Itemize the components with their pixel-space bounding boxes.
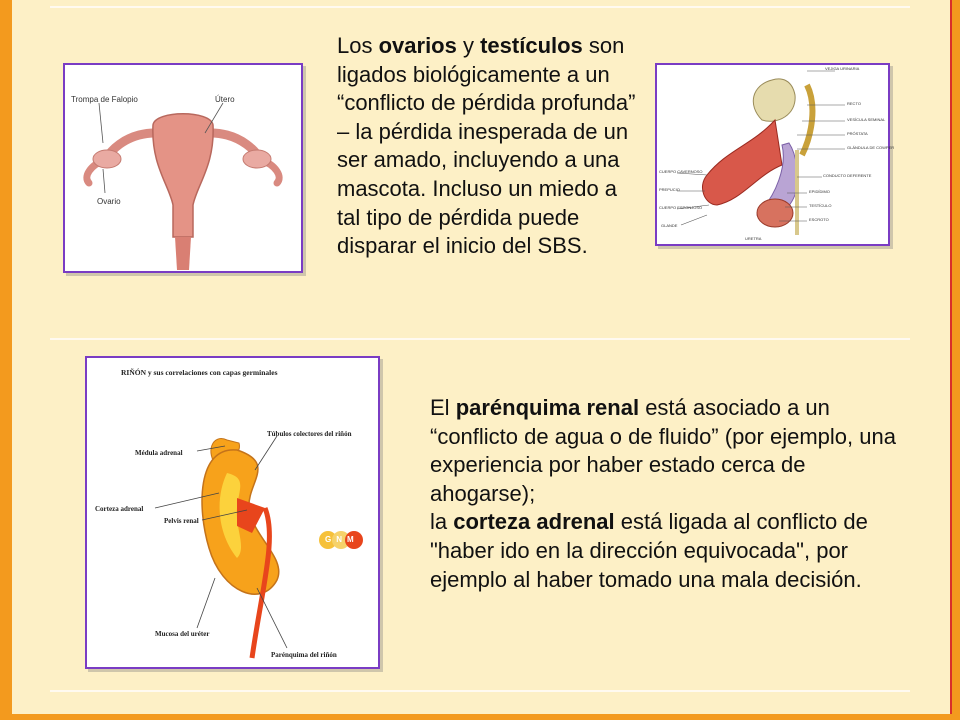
label-seminal-vesicle: VESÍCULA SEMINAL: [847, 117, 886, 122]
label-uterus: Útero: [215, 95, 235, 104]
bottom-text-line-1: El parénquima renal está asociado a un: [430, 395, 830, 420]
top-text-line-2: ligados biológicamente a un: [337, 61, 610, 87]
male-anatomy-illustration-panel: [655, 63, 895, 246]
bottom-divider: [50, 690, 910, 692]
top-divider: [50, 6, 910, 8]
bottom-text-line-4: la corteza adrenal está ligada al conflicto de: [430, 509, 868, 535]
top-text-line-1: Los ovarios y testículos son: [337, 33, 625, 58]
top-text-line-3: “conflicto de pérdida profunda”: [337, 90, 636, 116]
slide-frame-right: [952, 0, 960, 720]
label-ovary: Ovario: [97, 197, 121, 206]
bottom-text-block: [430, 394, 910, 594]
label-scrotum: ESCROTO: [809, 217, 829, 222]
label-vas-deferens: CONDUCTO DEFERENTE: [823, 173, 872, 178]
label-corpus-spongiosum: CUERPO ESPONJOSO: [659, 205, 703, 210]
label-epididymis: EPIDÍDIMO: [809, 189, 830, 194]
top-text-block: [337, 32, 637, 261]
label-adrenal-cortex: Corteza adrenal: [95, 505, 144, 513]
label-corpus-cavernosum: CUERPO CAVERNOSO: [659, 169, 703, 174]
label-collecting-tubules: Túbulos colectores del riñón: [267, 430, 352, 438]
label-prepuce: PREPUCIO: [659, 187, 680, 192]
bottom-text-line-6: ejemplo al haber tomado una mala decisión.: [430, 566, 862, 592]
slide-frame-bottom: [0, 714, 960, 720]
top-text-line-7: tal tipo de pérdida puede: [337, 204, 580, 230]
label-fallopian-tube: Trompa de Falopio: [71, 95, 138, 104]
label-urethra: URETRA: [745, 236, 762, 241]
top-text-line-4: – la pérdida inesperada de un: [337, 118, 629, 144]
label-renal-pelvis: Pelvis renal: [164, 517, 199, 525]
male-anatomy-diagram: [657, 65, 888, 244]
bottom-text-line-2: “conflicto de agua o de fluido” (por ejemplo, una: [430, 423, 896, 449]
label-adrenal-medulla: Médula adrenal: [135, 449, 183, 457]
top-text-line-6: mascota. Incluso un miedo a: [337, 175, 618, 201]
uterus-illustration-panel: [63, 63, 303, 273]
slide-frame-left: [0, 0, 12, 720]
bottom-text-line-5: "haber ido en la dirección equivocada", por: [430, 537, 848, 563]
top-text-line-8: disparar el inicio del SBS.: [337, 233, 588, 259]
label-bladder: VEJIGA URINARIA: [825, 66, 860, 71]
label-kidney-parenchyma: Parénquima del riñón: [271, 651, 337, 659]
label-prostate: PRÓSTATA: [847, 131, 868, 136]
label-testicle: TESTÍCULO: [809, 203, 832, 208]
slide-edge-accent: [950, 0, 952, 720]
label-rectum: RECTO: [847, 101, 861, 106]
kidney-panel-title: RIÑÓN y sus correlaciones con capas germinales: [121, 368, 278, 377]
bottom-text-line-3: experiencia por haber estado cerca de ahogarse);: [430, 452, 806, 506]
gnm-badge: GNM: [325, 535, 359, 544]
kidney-illustration-panel: [85, 356, 380, 669]
middle-divider: [50, 338, 910, 340]
label-ureter-mucosa: Mucosa del uréter: [155, 630, 210, 638]
label-glans: GLANDE: [661, 223, 678, 228]
label-cowper-gland: GLÁNDULA DE COWPER: [847, 145, 895, 150]
top-text-line-5: ser amado, incluyendo a una: [337, 147, 620, 173]
